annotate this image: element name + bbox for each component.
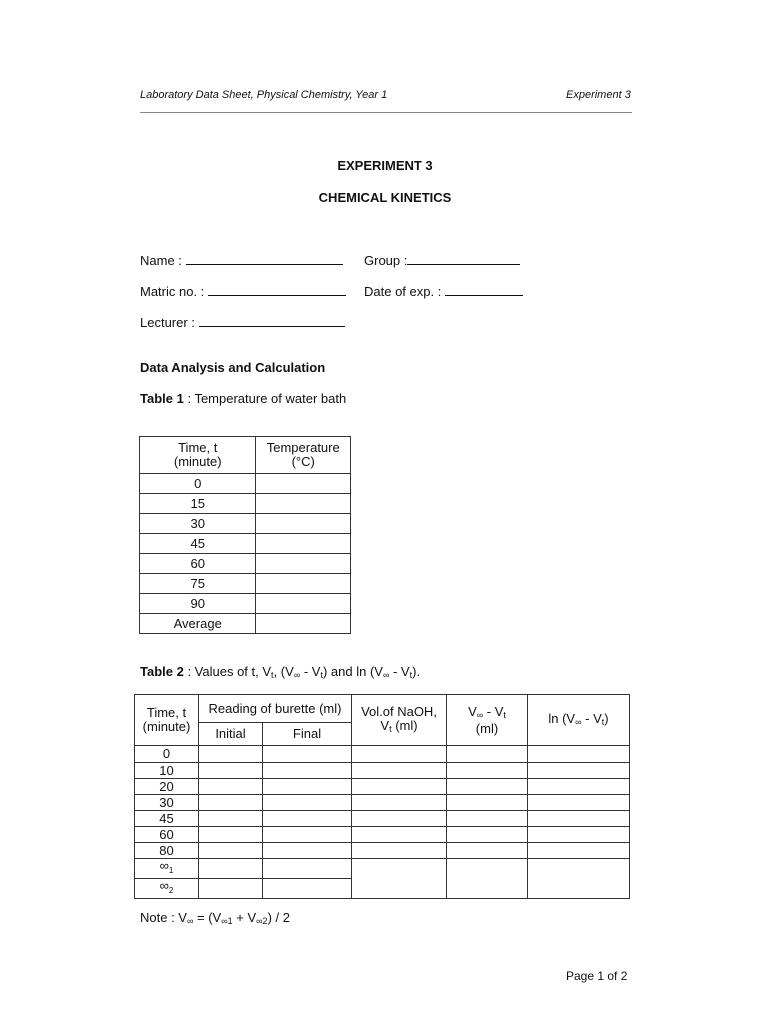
- naoh-sub: t: [389, 723, 392, 734]
- table1-temp-cell[interactable]: [256, 534, 351, 554]
- table1-header-time: [140, 437, 256, 474]
- table2-diff-cell[interactable]: [447, 763, 528, 779]
- table1-time-cell: 60: [140, 554, 256, 574]
- table-row: [140, 574, 351, 594]
- lecturer-blank[interactable]: [199, 314, 345, 327]
- burette-table: [134, 694, 630, 899]
- table2-initial-cell[interactable]: [199, 746, 263, 763]
- table2-ln-cell[interactable]: [528, 843, 630, 859]
- temperature-table: [139, 436, 351, 634]
- table2-ln-cell[interactable]: [528, 795, 630, 811]
- date-label: Date of exp. :: [364, 284, 442, 299]
- lecturer-label: Lecturer :: [140, 315, 195, 330]
- table2-inf1-cell: [135, 859, 199, 879]
- table1-temp-cell[interactable]: [256, 594, 351, 614]
- table2-naoh-cell[interactable]: [352, 779, 447, 795]
- table1-header-time-line1: Time, t: [178, 440, 218, 455]
- table2-initial-cell[interactable]: [199, 859, 263, 879]
- table2-naoh-cell[interactable]: [352, 763, 447, 779]
- diff-v: V: [468, 703, 477, 719]
- table-row: [135, 746, 630, 763]
- table-row: [140, 554, 351, 574]
- table2-header-naoh: [352, 695, 447, 746]
- note-sub-3: ∞2: [256, 916, 268, 926]
- table2-caption-sub-4: ∞: [382, 670, 390, 680]
- table2-diff-cell[interactable]: [447, 795, 528, 811]
- experiment-title: EXPERIMENT 3: [337, 158, 433, 173]
- table1-time-cell: 45: [140, 534, 256, 554]
- table-row: [135, 859, 630, 879]
- table2-naoh-cell[interactable]: [352, 827, 447, 843]
- table-row: [140, 474, 351, 494]
- header-divider: [140, 112, 632, 113]
- table2-caption-sub-3: t: [320, 670, 323, 680]
- table2-naoh-cell[interactable]: [352, 746, 447, 763]
- note-text-3: + V: [232, 910, 257, 925]
- table1-time-cell: 30: [140, 514, 256, 534]
- infinity-sub-1: 1: [168, 866, 174, 875]
- table2-header-time: [135, 695, 199, 746]
- experiment-subtitle: CHEMICAL KINETICS: [318, 190, 452, 205]
- table2-naoh-cell[interactable]: [352, 811, 447, 827]
- table1-header-temperature: [256, 437, 351, 474]
- table2-naoh-cell[interactable]: [352, 843, 447, 859]
- table2-final-cell[interactable]: [263, 811, 352, 827]
- table2-naoh-cell[interactable]: [352, 859, 447, 899]
- group-blank[interactable]: [407, 252, 520, 265]
- table2-header-initial: Initial: [199, 723, 263, 746]
- table2-final-cell[interactable]: [263, 859, 352, 879]
- header-experiment: Experiment 3: [566, 89, 631, 101]
- table-row: [140, 514, 351, 534]
- table2-caption: [140, 664, 420, 680]
- table1-temp-cell[interactable]: [256, 554, 351, 574]
- table2-caption-label: Table 2: [140, 664, 184, 679]
- table2-time-cell: 10: [135, 763, 199, 779]
- table2-inf2-cell: [135, 879, 199, 899]
- table2-initial-cell[interactable]: [199, 763, 263, 779]
- table2-ln-cell[interactable]: [528, 859, 630, 899]
- table2-final-cell[interactable]: [263, 843, 352, 859]
- group-field: [364, 252, 520, 268]
- matric-label: Matric no. :: [140, 284, 205, 299]
- table2-final-cell[interactable]: [263, 746, 352, 763]
- matric-blank[interactable]: [208, 283, 346, 296]
- table-row: [140, 534, 351, 554]
- table2-caption-sub-2: ∞: [293, 670, 301, 680]
- table-row: [135, 763, 630, 779]
- table-row: [135, 811, 630, 827]
- date-blank[interactable]: [445, 283, 523, 296]
- table1-header-temp-line2: (°C): [291, 454, 315, 469]
- table2-caption-text-3: - V: [300, 664, 321, 679]
- table2-caption-text-1: : Values of t, V: [183, 664, 272, 679]
- note-sub-2: ∞1: [221, 916, 233, 926]
- table2-header-burette: Reading of burette (ml): [199, 695, 352, 723]
- table2-time-cell: 60: [135, 827, 199, 843]
- table2-caption-sub-1: t: [271, 670, 274, 680]
- date-field: [364, 283, 523, 299]
- table2-header-time-line2: (minute): [142, 719, 191, 734]
- table2-ln-cell[interactable]: [528, 811, 630, 827]
- table1-temp-cell[interactable]: [256, 574, 351, 594]
- table-row: [135, 843, 630, 859]
- table2-header-ln: [528, 695, 630, 746]
- naoh-unit: (ml): [391, 717, 418, 733]
- table2-naoh-cell[interactable]: [352, 795, 447, 811]
- name-label: Name :: [140, 253, 182, 268]
- name-blank[interactable]: [186, 252, 343, 265]
- table2-final-cell[interactable]: [263, 879, 352, 899]
- table1-time-cell: 75: [140, 574, 256, 594]
- ln-sub-inf: ∞: [575, 716, 582, 727]
- table2-caption-text-6: ).: [412, 664, 421, 679]
- table1-temp-cell[interactable]: [256, 514, 351, 534]
- table1-time-cell: 15: [140, 494, 256, 514]
- ln-sub-t: t: [601, 716, 605, 727]
- table2-header-naoh-line1: Vol.of NaOH,: [361, 703, 437, 719]
- ln-close: ): [604, 710, 609, 726]
- table1-temp-cell[interactable]: [256, 474, 351, 494]
- note-text-2: = (V: [193, 910, 222, 925]
- ln-minus-v: - V: [581, 710, 602, 726]
- table1-temp-cell[interactable]: [256, 494, 351, 514]
- table2-final-cell[interactable]: [263, 827, 352, 843]
- table2-header-naoh-line2: [352, 719, 446, 736]
- note-text-4: ) / 2: [267, 910, 290, 925]
- table-row: [135, 795, 630, 811]
- table2-time-cell: 20: [135, 779, 199, 795]
- table1-caption: [140, 391, 346, 406]
- table1-average-cell: Average: [140, 614, 256, 634]
- table1-time-cell: 0: [140, 474, 256, 494]
- table1-header-time-line2: (minute): [173, 454, 222, 469]
- table2-ln-cell[interactable]: [528, 827, 630, 843]
- table2-final-cell[interactable]: [263, 779, 352, 795]
- table2-header-final: Final: [263, 723, 352, 746]
- infinity-symbol-2: ∞: [159, 878, 169, 893]
- matric-field: [140, 283, 346, 299]
- ln-open: ln (V: [548, 710, 576, 726]
- diff-minus-v: - V: [483, 703, 504, 719]
- table2-header-diff: [447, 695, 528, 746]
- table-row: [135, 779, 630, 795]
- table2-final-cell[interactable]: [263, 763, 352, 779]
- group-label: Group :: [364, 253, 408, 268]
- table2-caption-text-2: , (V: [273, 664, 294, 679]
- table1-header-temp-line1: Temperature: [266, 440, 340, 455]
- table2-ln-cell[interactable]: [528, 746, 630, 763]
- name-field: [140, 252, 343, 268]
- section-heading: Data Analysis and Calculation: [140, 360, 326, 375]
- table2-caption-text-4: ) and ln (V: [322, 664, 383, 679]
- table2-ln-cell[interactable]: [528, 779, 630, 795]
- table-row: [140, 494, 351, 514]
- table2-final-cell[interactable]: [263, 795, 352, 811]
- infinity-symbol-1: ∞: [159, 858, 169, 873]
- page-number: Page 1 of 2: [566, 969, 628, 983]
- table-row: [140, 614, 351, 634]
- table1-caption-label: Table 1: [140, 391, 184, 406]
- table1-caption-text: : Temperature of water bath: [183, 391, 347, 406]
- table2-initial-cell[interactable]: [199, 843, 263, 859]
- table2-initial-cell[interactable]: [199, 779, 263, 795]
- table2-caption-text-5: - V: [389, 664, 410, 679]
- table2-initial-cell[interactable]: [199, 827, 263, 843]
- table2-initial-cell[interactable]: [199, 811, 263, 827]
- table2-header-time-line1: Time, t: [146, 705, 187, 720]
- table2-caption-sub-5: t: [409, 670, 413, 680]
- table2-time-cell: 45: [135, 811, 199, 827]
- note-sub-1: ∞: [186, 916, 194, 926]
- table2-diff-cell[interactable]: [447, 859, 528, 899]
- table-row: [140, 594, 351, 614]
- infinity-sub-2: 2: [168, 886, 174, 895]
- table2-time-cell: 30: [135, 795, 199, 811]
- lecturer-field: [140, 314, 345, 330]
- diff-sub-t: t: [503, 709, 506, 720]
- diff-sub-inf: ∞: [476, 709, 484, 720]
- table2-header-diff-line1: [447, 705, 527, 722]
- table2-time-cell: 0: [135, 746, 199, 763]
- table2-diff-cell[interactable]: [447, 746, 528, 763]
- table2-diff-cell[interactable]: [447, 779, 528, 795]
- table2-initial-cell[interactable]: [199, 795, 263, 811]
- table2-diff-cell[interactable]: [447, 811, 528, 827]
- table2-diff-cell[interactable]: [447, 827, 528, 843]
- table1-temp-cell[interactable]: [256, 614, 351, 634]
- table2-diff-cell[interactable]: [447, 843, 528, 859]
- table-row: [135, 827, 630, 843]
- naoh-v: V: [380, 717, 390, 733]
- header-title: Laboratory Data Sheet, Physical Chemistry, Year 1: [140, 89, 388, 101]
- note-text-1: Note : V: [140, 910, 187, 925]
- note: [140, 910, 290, 926]
- table2-header-diff-line2: (ml): [475, 720, 499, 736]
- table2-initial-cell[interactable]: [199, 879, 263, 899]
- table2-time-cell: 80: [135, 843, 199, 859]
- table1-time-cell: 90: [140, 594, 256, 614]
- table2-ln-cell[interactable]: [528, 763, 630, 779]
